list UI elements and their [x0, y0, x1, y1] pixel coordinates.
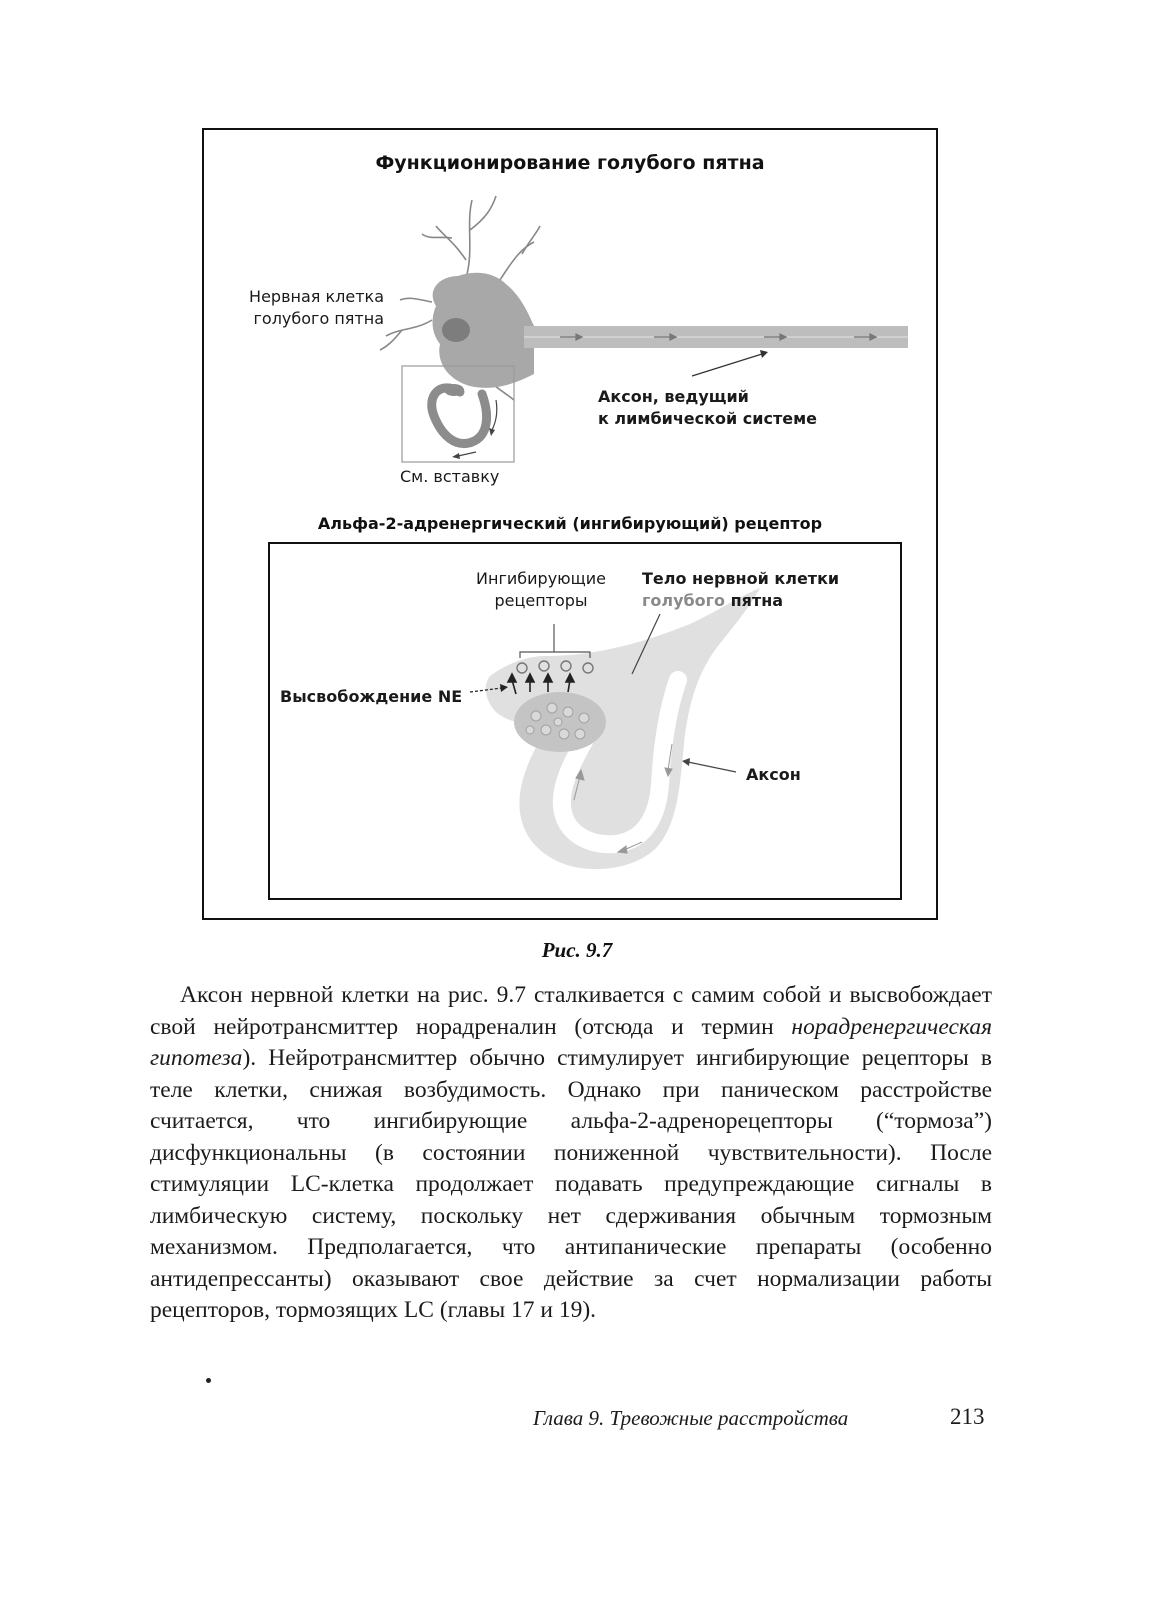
figure-title: Функционирование голубого пятна — [375, 152, 765, 174]
running-footer-chapter: Глава 9. Тревожные расстройства — [533, 1406, 849, 1430]
recurrent-collateral — [432, 388, 487, 444]
ne-release-label: Высвобождение NE — [280, 687, 463, 706]
cell-body-label: Тело нервной клетки голубого пятна — [642, 569, 840, 610]
page-number: 213 — [950, 1404, 985, 1429]
body-paragraph: Аксон нервной клетки на рис. 9.7 сталкивается с самим собой и высвобождает свой нейротрансмиттер норадреналин (отсюда и термин норадренергическая гипотеза). Нейротрансмиттер обычно стимулирует ингибирующие рецепторы в теле клетки, снижая возбудимость. Однако при паническом расстройстве считается, что ингибирующие альфа-2-адренорецепторы (“тормоза”) дисфункциональны (в состоянии пониженной чувствительности). После стимуляции LC-клетка продолжает подавать предупреждающие сигналы в лимбическую систему, поскольку нет сдерживания обычным тормозным механизмом. Предполагается, что антипанические препараты (особенно антидепрессанты) оказывают свое действие за счет нормализации работы рецепторов, тормозящих LC (главы 17 и 19). — [150, 982, 992, 1323]
term-emphasis: норадренергическая гипотеза — [150, 1013, 992, 1071]
figure-caption: Рис. 9.7 — [541, 938, 613, 962]
inset-title: Альфа-2-адренергический (ингибирующий) рецептор — [317, 514, 823, 533]
axon-label: Аксон, ведущий к лимбической системе — [598, 387, 818, 428]
inhibitory-receptors-label: Ингибирующие рецепторы — [476, 569, 606, 610]
see-inset-label: См. вставку — [400, 467, 500, 486]
figure-frame — [202, 128, 938, 920]
inset-frame — [268, 542, 902, 900]
nucleus — [442, 318, 470, 342]
neuron-label: Нервная клетка голубого пятна — [249, 287, 384, 328]
inset-axon-label: Аксон — [746, 765, 801, 784]
ink-dot — [206, 1378, 211, 1383]
